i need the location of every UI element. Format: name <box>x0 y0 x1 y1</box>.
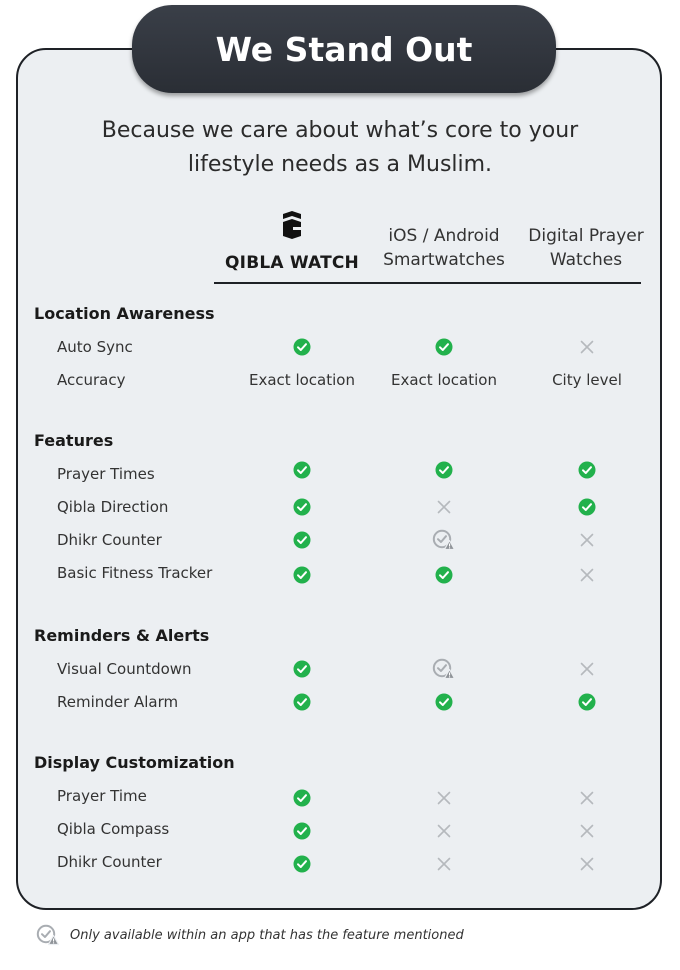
gray-cross-icon <box>579 567 595 583</box>
row-label-prayer-time: Prayer Time <box>57 787 147 805</box>
green-check-icon <box>293 822 311 840</box>
column-header-digital-prayer <box>518 224 654 272</box>
reminder-alarm-qibla-watch <box>227 691 377 713</box>
prayer-times-digital-prayer <box>512 459 662 481</box>
prayer-time-digital-prayer <box>512 787 662 809</box>
gray-cross-icon <box>436 790 452 806</box>
green-check-icon <box>293 855 311 873</box>
page-title: We Stand Out <box>215 29 473 69</box>
subtitle-line-1: Because we care about what’s core to your <box>101 118 579 143</box>
green-check-icon <box>435 566 453 584</box>
subtitle <box>40 114 640 182</box>
green-check-icon <box>578 498 596 516</box>
qibla-compass-qibla-watch <box>227 820 377 842</box>
prayer-time-qibla-watch <box>227 787 377 809</box>
column-header-smartwatches <box>376 224 512 272</box>
column-header-digital-prayer-line-2: Watches <box>549 250 623 270</box>
header-divider <box>214 282 641 284</box>
green-check-icon <box>293 498 311 516</box>
gray-cross-icon <box>579 339 595 355</box>
visual-countdown-smartwatches <box>369 658 519 680</box>
prayer-times-smartwatches <box>369 459 519 481</box>
row-label-auto-sync: Auto Sync <box>57 338 133 356</box>
column-header-smartwatches-line-2: Smartwatches <box>383 250 505 270</box>
dhikr-display-digital-prayer <box>512 853 662 875</box>
fitness-qibla-watch <box>227 564 377 586</box>
reminder-alarm-smartwatches <box>369 691 519 713</box>
accuracy-digital-prayer: City level <box>552 371 622 389</box>
gray-cross-icon <box>436 823 452 839</box>
green-check-icon <box>293 461 311 479</box>
prayer-time-smartwatches <box>369 787 519 809</box>
green-check-icon <box>293 566 311 584</box>
section-features: Features <box>34 431 114 450</box>
gray-cross-icon <box>579 532 595 548</box>
row-label-qibla-direction: Qibla Direction <box>57 498 169 516</box>
visual-countdown-qibla-watch <box>227 658 377 680</box>
qibla-watch-logo-icon <box>280 210 304 242</box>
qibla-compass-smartwatches <box>369 820 519 842</box>
green-check-icon <box>293 789 311 807</box>
row-label-reminder-alarm: Reminder Alarm <box>57 693 179 711</box>
brand-name: QIBLA WATCH <box>225 253 359 273</box>
app-only-check-icon <box>432 529 456 551</box>
footnote-text: Only available within an app that has the feature mentioned <box>70 927 464 943</box>
row-label-fitness-tracker: Basic Fitness Tracker <box>57 564 213 582</box>
subtitle-line-2: lifestyle needs as a Muslim. <box>187 152 493 177</box>
green-check-icon <box>293 338 311 356</box>
qibla-direction-digital-prayer <box>512 496 662 518</box>
accuracy-qibla-watch: Exact location <box>249 371 355 389</box>
row-label-dhikr-counter: Dhikr Counter <box>57 531 162 549</box>
green-check-icon <box>435 461 453 479</box>
dhikr-counter-qibla-watch <box>227 529 377 551</box>
reminder-alarm-digital-prayer <box>512 691 662 713</box>
gray-cross-icon <box>436 499 452 515</box>
visual-countdown-digital-prayer <box>512 658 662 680</box>
section-display-customization: Display Customization <box>34 753 235 772</box>
qibla-direction-qibla-watch <box>227 496 377 518</box>
title-banner <box>132 5 556 93</box>
qibla-direction-smartwatches <box>369 496 519 518</box>
green-check-icon <box>578 693 596 711</box>
gray-cross-icon <box>579 661 595 677</box>
row-label-dhikr-counter-display: Dhikr Counter <box>57 853 162 871</box>
section-reminders-alerts: Reminders & Alerts <box>34 626 210 645</box>
auto-sync-smartwatches <box>369 336 519 358</box>
column-header-smartwatches-line-1: iOS / Android <box>388 226 500 246</box>
green-check-icon <box>435 693 453 711</box>
auto-sync-qibla-watch <box>227 336 377 358</box>
green-check-icon <box>578 461 596 479</box>
dhikr-display-smartwatches <box>369 853 519 875</box>
row-label-visual-countdown: Visual Countdown <box>57 660 192 678</box>
row-label-qibla-compass: Qibla Compass <box>57 820 170 838</box>
footnote <box>36 924 464 946</box>
gray-cross-icon <box>579 790 595 806</box>
row-label-accuracy: Accuracy <box>57 371 126 389</box>
gray-cross-icon <box>436 856 452 872</box>
fitness-smartwatches <box>369 564 519 586</box>
green-check-icon <box>435 338 453 356</box>
qibla-compass-digital-prayer <box>512 820 662 842</box>
green-check-icon <box>293 660 311 678</box>
auto-sync-digital-prayer <box>512 336 662 358</box>
fitness-digital-prayer <box>512 564 662 586</box>
dhikr-counter-digital-prayer <box>512 529 662 551</box>
app-only-check-icon <box>432 658 456 680</box>
green-check-icon <box>293 531 311 549</box>
section-location-awareness: Location Awareness <box>34 304 215 323</box>
dhikr-counter-smartwatches <box>369 529 519 551</box>
app-only-check-icon <box>36 924 70 946</box>
prayer-times-qibla-watch <box>227 459 377 481</box>
row-label-prayer-times: Prayer Times <box>57 465 155 483</box>
column-header-digital-prayer-line-1: Digital Prayer <box>528 226 644 246</box>
gray-cross-icon <box>579 856 595 872</box>
footnote-icon <box>36 924 70 946</box>
gray-cross-icon <box>579 823 595 839</box>
brand-column-header <box>216 210 368 273</box>
accuracy-smartwatches: Exact location <box>391 371 497 389</box>
green-check-icon <box>293 693 311 711</box>
dhikr-display-qibla-watch <box>227 853 377 875</box>
